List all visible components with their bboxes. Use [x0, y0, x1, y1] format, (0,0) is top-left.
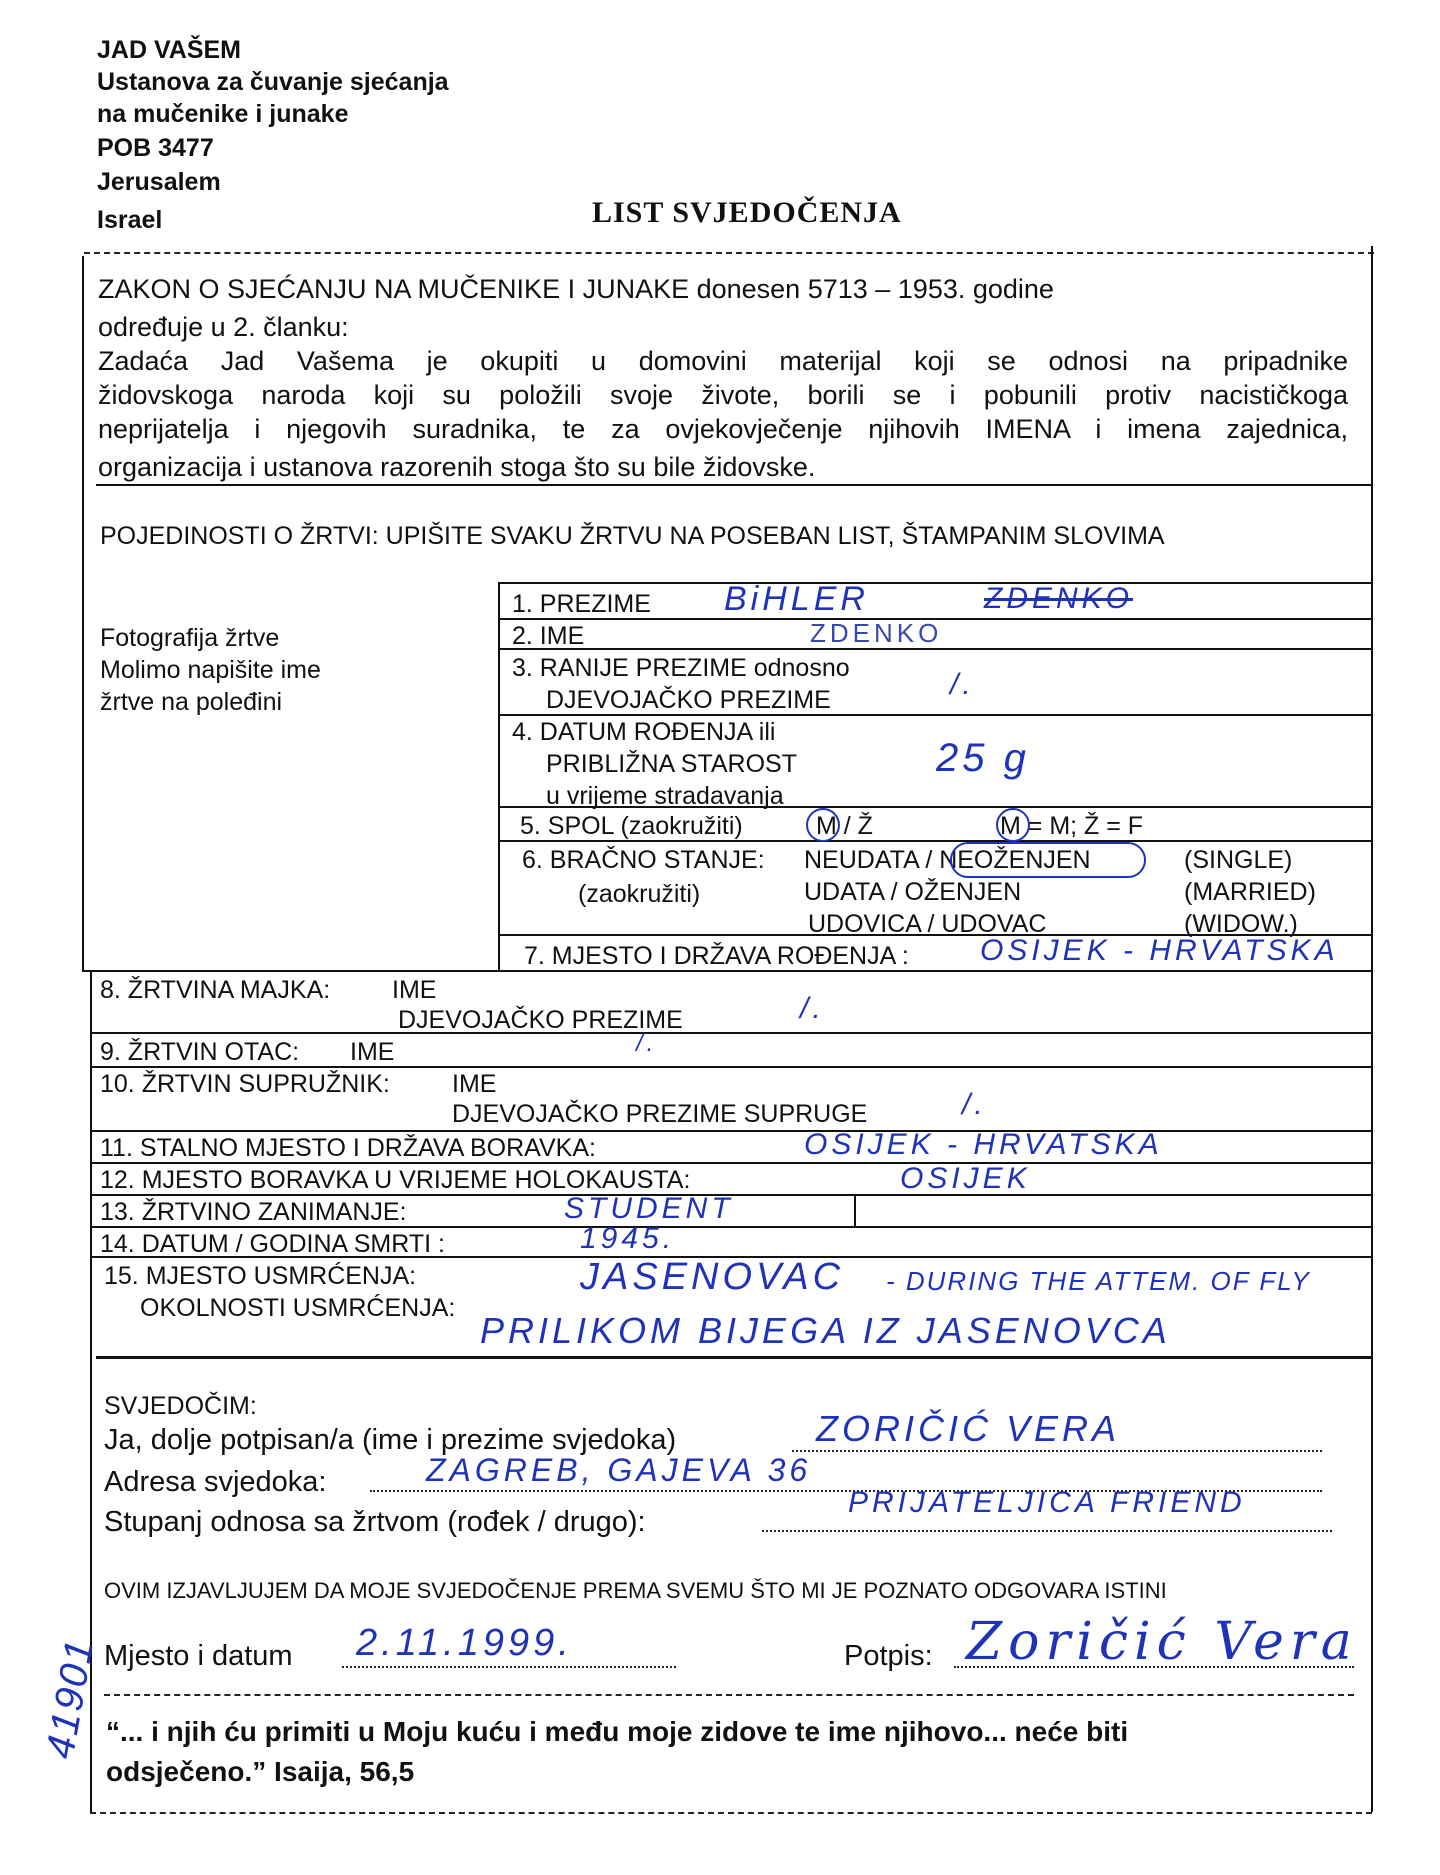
sex-options[interactable]: M / Ž	[816, 812, 873, 840]
field-label: Potpis:	[844, 1640, 933, 1672]
quote-line: “... i njih ću primiti u Moju kuću i među moje zidove te ime njihovo... neće biti	[106, 1716, 1129, 1747]
sex-legend: M = M; Ž = F	[1000, 812, 1144, 840]
field-label: 14. DATUM / GODINA SMRTI :	[100, 1230, 445, 1258]
field-value: PRILIKOM BIJEGA IZ JASENOVCA	[480, 1310, 1171, 1351]
field-label: 8. ŽRTVINA MAJKA:	[100, 976, 331, 1004]
field-label: DJEVOJAČKO PREZIME SUPRUGE	[452, 1100, 868, 1128]
law-line: neprijatelja i njegovih suradnika, te za ovjekovječenje njihovih IMENA i imena zajednica,	[98, 414, 1348, 444]
field-label: IME	[350, 1038, 395, 1066]
field-value: OSIJEK - HRVATSKA	[980, 934, 1339, 967]
photo-text: žrtve na poleđini	[100, 688, 283, 716]
field-label: 2. IME	[512, 622, 585, 650]
org-pob: POB 3477	[97, 134, 214, 162]
field-label: DJEVOJAČKO PREZIME	[398, 1006, 683, 1034]
field-label: 3. RANIJE PREZIME odnosno	[512, 654, 850, 682]
photo-text: Fotografija žrtve	[100, 624, 280, 652]
field-value: /.	[636, 1030, 658, 1057]
org-city: Jerusalem	[97, 168, 221, 196]
org-line: Ustanova za čuvanje sjećanja	[97, 68, 449, 96]
field-label: PRIBLIŽNA STAROST	[546, 750, 797, 778]
marital-option[interactable]: UDOVICA / UDOVAC	[808, 910, 1047, 938]
marital-option[interactable]: NEUDATA / NEOŽENJEN	[804, 846, 1091, 874]
field-label: IME	[452, 1070, 497, 1098]
field-label: IME	[392, 976, 437, 1004]
field-value: BiHLER	[724, 580, 869, 618]
field-label: OKOLNOSTI USMRĆENJA:	[140, 1294, 456, 1322]
english-option: (MARRIED)	[1184, 878, 1316, 906]
field-value: OSIJEK	[900, 1162, 1031, 1195]
law-line: ZAKON O SJEĆANJU NA MUČENIKE I JUNAKE donesen 5713 – 1953. godine	[98, 274, 1054, 304]
field-label: DJEVOJAČKO PREZIME	[546, 686, 831, 714]
box-border	[498, 582, 500, 972]
field-label: 15. MJESTO USMRĆENJA:	[104, 1262, 417, 1290]
law-line: Zadaća Jad Vašema je okupiti u domovini materijal koji se odnosi na pripadnike	[98, 346, 1348, 376]
box-border	[82, 256, 84, 972]
field-label: u vrijeme stradavanja	[546, 782, 784, 810]
field-label: 9. ŽRTVIN OTAC:	[100, 1038, 300, 1066]
field-value: JASENOVAC	[580, 1256, 845, 1298]
witness-address[interactable]: ZAGREB, GAJEVA 36	[426, 1452, 812, 1488]
field-label: Mjesto i datum	[104, 1640, 293, 1672]
org-line: na mučenike i junake	[97, 100, 349, 128]
divider	[90, 1812, 1372, 1814]
declaration: OVIM IZJAVLJUJEM DA MOJE SVJEDOČENJE PREMA SVEMU ŠTO MI JE POZNATO ODGOVARA ISTINI	[104, 1578, 1167, 1603]
field-label: 6. BRAČNO STANJE:	[522, 846, 765, 874]
selected-circle	[806, 808, 840, 842]
field-label: 1. PREZIME	[512, 590, 651, 618]
field-label: (zaokružiti)	[578, 880, 701, 908]
org-country: Israel	[97, 206, 163, 234]
law-line: organizacija i ustanova razorenih stoga što su bile židovske.	[98, 452, 816, 482]
box-border	[1371, 246, 1373, 1812]
divider	[84, 252, 1374, 254]
org-name: JAD VAŠEM	[97, 36, 242, 64]
page-title: LIST SVJEDOČENJA	[592, 196, 902, 229]
field-value: ZDENKO	[810, 618, 943, 648]
divider	[104, 1694, 1354, 1696]
field-value: - DURING THE ATTEM. OF FLY	[886, 1266, 1311, 1296]
witness-heading: SVJEDOČIM:	[104, 1392, 257, 1420]
field-label: 7. MJESTO I DRŽAVA ROĐENJA :	[524, 942, 909, 970]
english-option: (WIDOW.)	[1184, 910, 1298, 938]
divider	[96, 484, 1372, 486]
field-label: Ja, dolje potpisan/a (ime i prezime svjedoka)	[104, 1424, 677, 1456]
struck-value: ZDENKO	[984, 582, 1134, 615]
field-value: /.	[800, 992, 825, 1025]
selected-circle	[950, 842, 1146, 878]
field-label: 5. SPOL (zaokružiti)	[520, 812, 743, 840]
photo-text: Molimo napišite ime	[100, 656, 321, 684]
field-value: STUDENT	[564, 1192, 734, 1225]
quote-line: odsječeno.” Isaija, 56,5	[106, 1756, 415, 1787]
witness-relation[interactable]: PRIJATELJICA FRIEND	[848, 1486, 1246, 1519]
field-label: 10. ŽRTVIN SUPRUŽNIK:	[100, 1070, 390, 1098]
field-label: Stupanj odnosa sa žrtvom (rođek / drugo):	[104, 1506, 646, 1538]
side-number: 41901	[37, 1634, 103, 1762]
instructions: POJEDINOSTI O ŽRTVI: UPIŠITE SVAKU ŽRTVU NA POSEBAN LIST, ŠTAMPANIM SLOVIMA	[100, 522, 1165, 550]
field-label: Adresa svjedoka:	[104, 1466, 327, 1498]
witness-name[interactable]: ZORIČIĆ VERA	[816, 1408, 1121, 1449]
place-date-value[interactable]: 2.11.1999.	[356, 1622, 573, 1664]
field-value: /.	[950, 668, 975, 701]
field-label: 4. DATUM ROĐENJA ili	[512, 718, 776, 746]
marital-option[interactable]: UDATA / OŽENJEN	[804, 878, 1022, 906]
selected-circle	[996, 808, 1030, 842]
field-value: OSIJEK - HRVATSKA	[804, 1128, 1163, 1161]
field-label: 12. MJESTO BORAVKA U VRIJEME HOLOKAUSTA:	[100, 1166, 691, 1194]
field-value: /.	[962, 1088, 987, 1121]
field-label: 13. ŽRTVINO ZANIMANJE:	[100, 1198, 407, 1226]
law-line: određuje u 2. članku:	[98, 312, 349, 342]
english-option: (SINGLE)	[1184, 846, 1293, 874]
field-value: 25 g	[936, 736, 1030, 780]
field-value: 1945.	[580, 1222, 676, 1255]
law-line: židovskoga naroda koji su položili svoje živote, borili se i pobunili protiv nacističkoga	[98, 380, 1348, 410]
field-label: 11. STALNO MJESTO I DRŽAVA BORAVKA:	[100, 1134, 596, 1162]
signature-value[interactable]: Zoričić Vera	[966, 1612, 1358, 1672]
